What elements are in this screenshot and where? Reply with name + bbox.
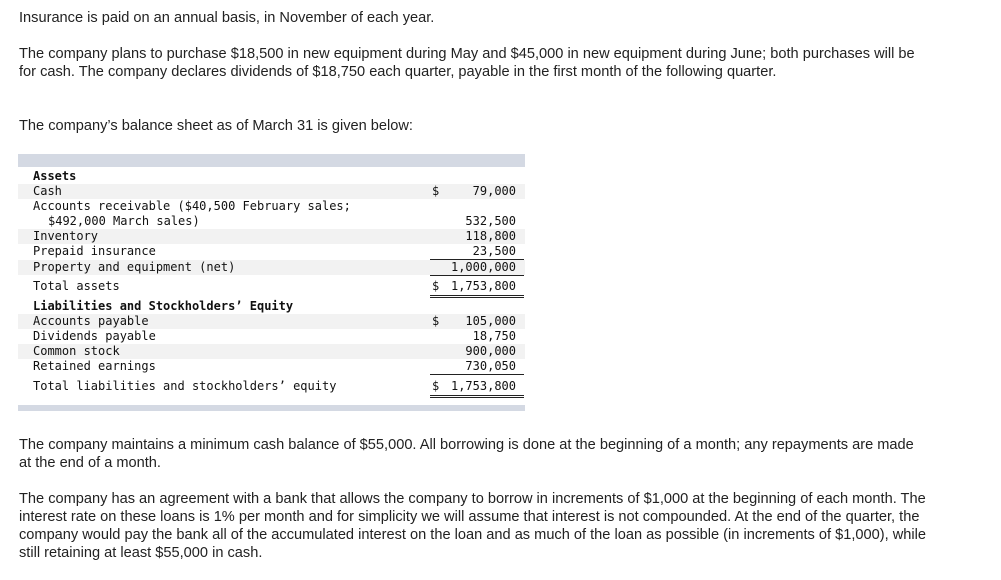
bank-agreement-paragraph: The company has an agreement with a bank that allows the company to borrow in increments of $1,000 at the beginning of each month. The interest rate on these loans is 1% per month and for simplicity we will assume that interest is not compounded. At the end of the quarter, the company would pay the bank all of the accumulated interest on the loan and as much of the loan as possible (in increments of $1,000), while still retaining at least $55,000 in cash. [19,491,926,561]
minimum-cash-paragraph: The company maintains a minimum cash balance of $55,000. All borrowing is done at the beginning of a month; any repayments are made at the end of a month. [19,437,914,471]
total-le-double-underline-2 [430,397,524,398]
property-equipment-row [18,260,525,275]
total-liabilities-equity-value: 1,753,800 [450,379,516,393]
inventory-row [18,229,525,244]
common-stock-value: 900,000 [465,344,516,358]
balance-sheet-intro: The company’s balance sheet as of March 31 is given below: [19,118,413,134]
total-liabilities-equity-row [18,379,525,394]
total-assets-double-underline-1 [430,295,524,296]
common-stock-row [18,344,525,359]
cash-dollar-sign: $ [432,184,440,198]
assets-heading: Assets [33,169,77,183]
liabilities-heading-row [18,299,525,314]
retained-earnings-label: Retained earnings [33,359,156,373]
prepaid-insurance-value: 23,500 [472,244,516,258]
liabilities-equity-heading: Liabilities and Stockholders’ Equity [33,299,294,313]
accounts-payable-dollar-sign: $ [432,314,440,328]
accounts-receivable-row-2 [18,214,525,229]
table-top-bar [18,154,525,167]
total-assets-dollar-sign: $ [432,279,440,293]
accounts-payable-label: Accounts payable [33,314,149,328]
inventory-label: Inventory [33,229,99,243]
total-assets-value: 1,753,800 [450,279,516,293]
equipment-dividends-paragraph: The company plans to purchase $18,500 in new equipment during May and $45,000 in new equipment during June; both purchases will be for cash. The company declares dividends of $18,750 each quarter, payable in the first month of the following quarter. [19,46,915,80]
cash-value: 79,000 [472,184,516,198]
dividends-payable-label: Dividends payable [33,329,156,343]
property-equipment-label: Property and equipment (net) [33,260,236,274]
accounts-receivable-label-line2: $492,000 March sales) [48,214,200,228]
accounts-payable-value: 105,000 [465,314,516,328]
accounts-receivable-row [18,199,525,214]
assets-heading-row [18,169,525,184]
prepaid-insurance-label: Prepaid insurance [33,244,156,258]
inventory-value: 118,800 [465,229,516,243]
total-assets-label: Total assets [33,279,120,293]
accounts-receivable-label-line1: Accounts receivable ($40,500 February sales; [33,199,351,213]
accounts-payable-row [18,314,525,329]
retained-earnings-row [18,359,525,374]
common-stock-label: Common stock [33,344,120,358]
total-assets-row [18,279,525,294]
dividends-payable-value: 18,750 [472,329,516,343]
balance-sheet-table [18,154,525,412]
total-le-double-underline-1 [430,395,524,396]
retained-earnings-value: 730,050 [465,359,516,373]
cash-label: Cash [33,184,62,198]
accounts-receivable-value: 532,500 [465,214,516,228]
total-liabilities-equity-label: Total liabilities and stockholders’ equity [33,379,337,393]
ppe-underline [430,275,524,276]
total-liabilities-equity-dollar-sign: $ [432,379,440,393]
table-bottom-bar [18,405,525,411]
prepaid-insurance-row [18,244,525,259]
cash-row [18,184,525,199]
property-equipment-value: 1,000,000 [450,260,516,274]
insurance-paragraph: Insurance is paid on an annual basis, in November of each year. [19,10,435,26]
dividends-payable-row [18,329,525,344]
total-assets-double-underline-2 [430,297,524,298]
retained-earnings-underline [430,374,524,375]
